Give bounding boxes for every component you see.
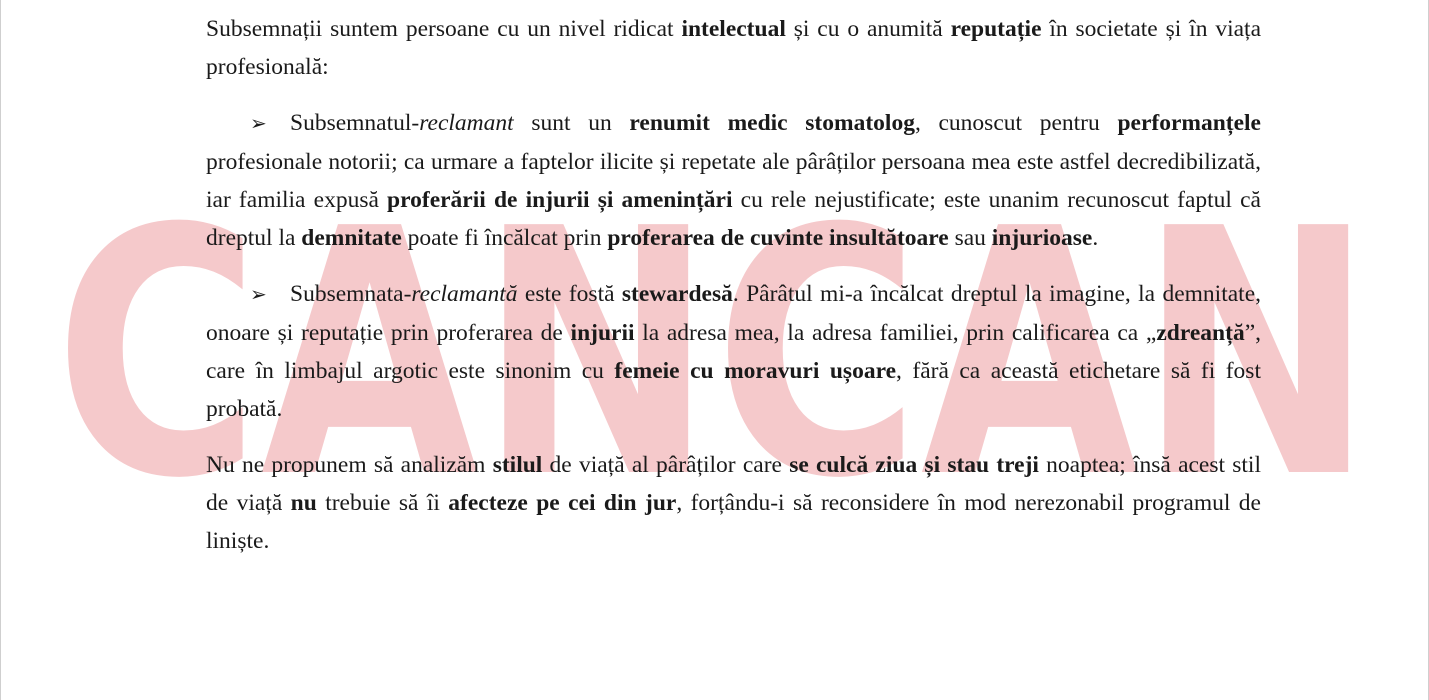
text-run: sau	[948, 225, 992, 251]
bold-phrase: demnitate	[301, 225, 402, 251]
bullet-paragraph-reclamant	[206, 104, 1261, 257]
bold-phrase: stilul	[492, 452, 543, 478]
bold-phrase: se culcă ziua și stau treji	[789, 452, 1039, 478]
text-run: Subsemnata-	[290, 281, 412, 307]
bold-phrase: femeie cu moravuri ușoare	[614, 358, 897, 384]
text-run: poate fi încălcat prin	[401, 225, 608, 251]
bold-phrase: intelectual	[681, 16, 786, 42]
watermark-text: CANCAN	[54, 172, 1374, 532]
bold-phrase: injurioase	[991, 225, 1093, 251]
bold-phrase: proferării de injurii și amenințări	[387, 187, 733, 213]
text-run: profesionale notorii; ca urmare a faptelor ilicite și repetate ale pârâților persoana mea este astfel decredibilizată, iar familia expusă	[206, 149, 1261, 213]
bullet-arrow-icon: ➢	[250, 284, 267, 306]
text-run: , forțându-i să reconsidere în mod nerezonabil programul de liniște.	[206, 490, 1261, 554]
text-run: , cunoscut pentru	[914, 110, 1118, 136]
italic-phrase: reclamantă	[411, 281, 518, 307]
text-run: cu rele nejustificate; este unanim recunoscut faptul că dreptul la	[206, 187, 1261, 251]
text-run: Subsemnatul-	[290, 110, 420, 136]
text-run: Subsemnații suntem persoane cu un nivel ridicat	[206, 16, 682, 42]
text-run: în societate și în viața profesională:	[206, 16, 1261, 80]
bullet-arrow-icon: ➢	[250, 113, 267, 135]
text-run: trebuie să îi	[316, 490, 449, 516]
text-run: la adresa mea, la adresa familiei, prin calificarea ca „	[634, 320, 1157, 346]
bold-phrase: proferarea de cuvinte insultătoare	[607, 225, 949, 251]
document-body	[206, 10, 1261, 560]
bullet-paragraph-reclamanta	[206, 275, 1261, 428]
text-run: . Pârâtul mi-a încălcat dreptul la imagine, la demnitate, onoare și reputație prin proferarea de	[206, 281, 1261, 346]
bold-phrase: performanțele	[1117, 110, 1261, 136]
text-run: și cu o anumită	[785, 16, 951, 42]
paragraph-intro	[206, 10, 1261, 86]
text-run: , fără ca această etichetare să fi fost probată.	[206, 358, 1261, 422]
text-run: noaptea; însă acest stil de viață	[206, 452, 1261, 516]
text-run: sunt un	[513, 110, 630, 136]
bold-phrase: stewardesă	[621, 281, 733, 307]
italic-phrase: reclamant	[419, 110, 514, 136]
text-run: .	[1092, 225, 1099, 251]
bold-phrase: nu	[290, 490, 317, 516]
bold-phrase: afecteze pe cei din jur	[448, 490, 677, 516]
text-run: este fostă	[517, 281, 622, 307]
text-run: Nu ne propunem să analizăm	[206, 452, 493, 478]
bold-phrase: injurii	[570, 320, 635, 346]
bold-phrase: zdreanță	[1156, 320, 1245, 346]
bold-phrase: reputație	[950, 16, 1042, 42]
text-run: ”, care în limbajul argotic este sinonim cu	[206, 320, 1262, 384]
bold-phrase: renumit medic stomatolog	[629, 110, 915, 136]
text-run: de viață al pârâților care	[542, 452, 790, 478]
paragraph-conclusion	[206, 446, 1261, 560]
